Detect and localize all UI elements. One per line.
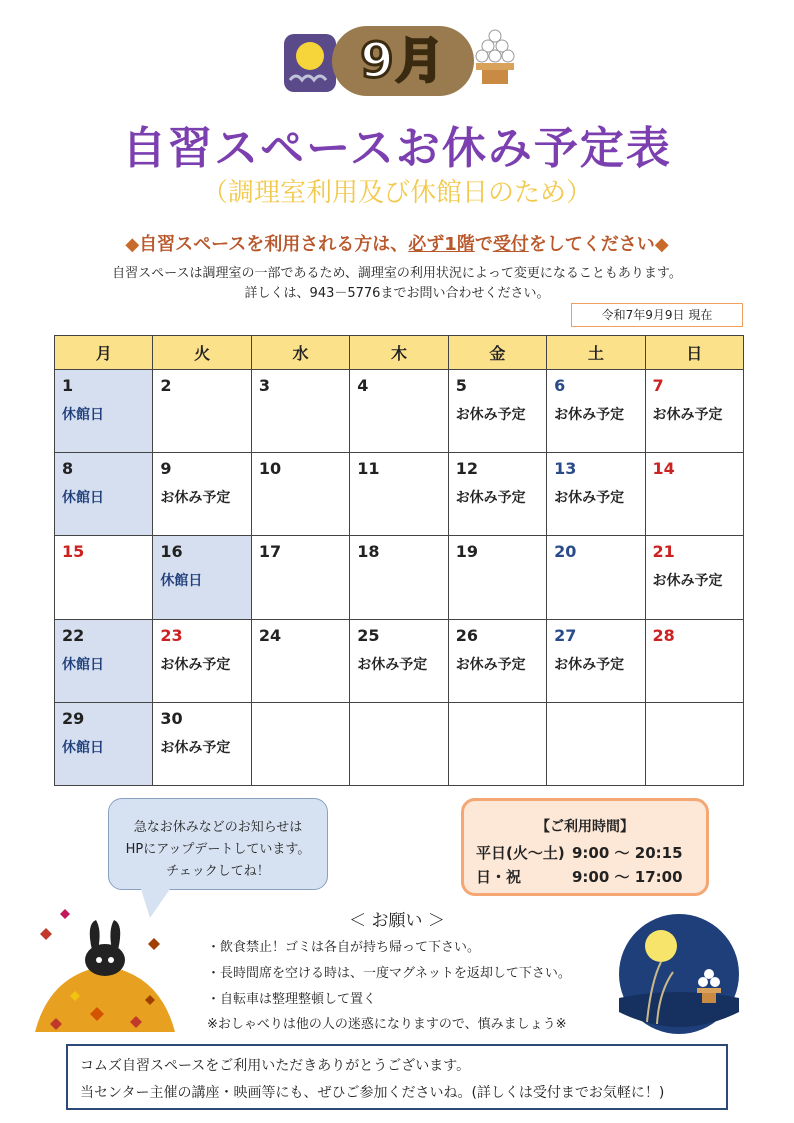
- day-number: 28: [652, 625, 675, 645]
- weekday-header: 土: [547, 336, 645, 370]
- day-number: 15: [62, 542, 85, 562]
- day-number: 27: [554, 625, 577, 645]
- calendar-week-row: [55, 370, 744, 453]
- day-status: お休み予定: [455, 407, 526, 423]
- day-number: 24: [258, 625, 282, 645]
- calendar-day-cell: [55, 453, 153, 536]
- calendar-day-cell: [251, 453, 349, 536]
- schedule-calendar: [54, 335, 744, 786]
- calendar-day-cell: [448, 370, 546, 453]
- calendar-day-cell: [645, 619, 743, 702]
- calendar-day-cell: [251, 702, 349, 785]
- day-number: 18: [357, 542, 380, 562]
- footer-line-2: 当センター主催の講座・映画等にも、ぜひご参加くださいね。(詳しくは受付までお気軽に！): [80, 1085, 665, 1101]
- calendar-day-cell: [153, 702, 251, 785]
- day-number: 9: [160, 459, 172, 479]
- day-status: お休み予定: [160, 490, 231, 507]
- calendar-day-cell: [350, 370, 448, 453]
- footer-line-1: コムズ自習スペースをご利用いただきありがとうございます。: [80, 1058, 471, 1074]
- calendar-day-cell: [547, 453, 645, 536]
- calendar-day-cell: [645, 453, 743, 536]
- reception-notice: [0, 230, 794, 256]
- day-number: 17: [258, 542, 282, 562]
- day-status: お休み予定: [554, 656, 625, 673]
- weekday-hours-time: 9:00 ～ 20:15: [572, 844, 683, 862]
- bubble-line-2: HPにアップデートしています。: [125, 842, 311, 857]
- day-status: お休み予定: [455, 656, 526, 673]
- day-number: 23: [160, 625, 183, 645]
- day-number: 4: [357, 376, 369, 395]
- calendar-day-cell: [153, 370, 251, 453]
- weekday-header: 月: [55, 336, 153, 370]
- calendar-day-cell: [153, 536, 251, 619]
- dango-icon: [470, 26, 520, 88]
- day-number: 10: [258, 459, 282, 479]
- day-status: 休館日: [62, 656, 104, 673]
- info-line-2: 詳しくは、943－5776までお問い合わせください。: [244, 286, 550, 301]
- calendar-day-cell: [547, 370, 645, 453]
- calendar-day-cell: [350, 619, 448, 702]
- day-number: 2: [160, 376, 172, 395]
- calendar-day-cell: [251, 619, 349, 702]
- day-number: [259, 709, 342, 735]
- day-number: 12: [455, 459, 478, 479]
- rule-item: ※おしゃべりは他の人の迷惑になりますので、慎みましょう※: [207, 1017, 567, 1032]
- weekday-header: 水: [251, 336, 349, 370]
- day-number: 14: [652, 459, 675, 479]
- calendar-day-cell: [350, 702, 448, 785]
- moon-icon: [280, 30, 340, 96]
- calendar-day-cell: [55, 536, 153, 619]
- day-number: 30: [160, 708, 183, 728]
- calendar-day-cell: [55, 702, 153, 785]
- calendar-day-cell: [645, 536, 743, 619]
- weekday-header-row: [55, 336, 744, 370]
- calendar-week-row: [55, 619, 744, 702]
- calendar-day-cell: [55, 619, 153, 702]
- weekday-header: 金: [448, 336, 546, 370]
- calendar-day-cell: [547, 619, 645, 702]
- calendar-day-cell: [350, 453, 448, 536]
- day-number: 21: [652, 542, 675, 562]
- day-status: お休み予定: [554, 407, 625, 423]
- day-status: 休館日: [62, 490, 104, 507]
- calendar-day-cell: [645, 702, 743, 785]
- calendar-day-cell: [448, 702, 546, 785]
- weekday-header: 日: [645, 336, 743, 370]
- day-number: 20: [554, 542, 577, 562]
- day-number: 25: [357, 625, 380, 645]
- day-number: 22: [62, 625, 85, 645]
- calendar-day-cell: [547, 702, 645, 785]
- notice-emphasis-reception: 受付: [492, 234, 529, 255]
- day-status: お休み予定: [652, 573, 723, 590]
- calendar-day-cell: [153, 619, 251, 702]
- day-number: 19: [455, 542, 478, 562]
- day-status: お休み予定: [652, 407, 723, 423]
- calendar-day-cell: [251, 536, 349, 619]
- day-status: お休み予定: [160, 656, 231, 673]
- day-number: 26: [455, 625, 478, 645]
- notice-tail: をしてください: [528, 234, 655, 255]
- day-number: 5: [455, 376, 467, 395]
- calendar-day-cell: [448, 453, 546, 536]
- calendar-day-cell: [645, 370, 743, 453]
- day-number: [456, 709, 539, 735]
- day-number: 1: [62, 376, 74, 395]
- day-number: [554, 709, 637, 735]
- notice-emphasis-floor: 必ず1階: [408, 234, 475, 255]
- day-status: 休館日: [62, 407, 104, 423]
- day-number: 29: [62, 708, 85, 728]
- holiday-hours-label: 日・祝: [476, 868, 522, 886]
- day-number: [653, 709, 736, 735]
- notice-mid: で: [474, 234, 493, 255]
- weekday-header: 木: [350, 336, 448, 370]
- month-badge: 9月: [360, 33, 446, 89]
- weekday-header: 火: [153, 336, 251, 370]
- day-status: 休館日: [62, 739, 104, 756]
- bubble-line-3: チェックしてね！: [166, 864, 270, 879]
- holiday-hours-time: 9:00 ～ 17:00: [572, 868, 683, 886]
- day-number: 16: [160, 542, 183, 562]
- moon-viewing-illustration: [617, 912, 741, 1036]
- day-status: 休館日: [160, 573, 203, 590]
- calendar-week-row: [55, 702, 744, 785]
- hours-title: 【ご利用時間】: [536, 819, 634, 835]
- calendar-day-cell: [448, 536, 546, 619]
- diamond-icon: ◆: [125, 234, 140, 255]
- day-number: 8: [62, 459, 74, 479]
- rule-item: ・飲食禁止！ゴミは各自が持ち帰って下さい。: [207, 940, 481, 955]
- day-number: 11: [357, 459, 380, 479]
- calendar-day-cell: [153, 453, 251, 536]
- day-status: お休み予定: [357, 656, 428, 673]
- day-status: お休み予定: [554, 490, 625, 507]
- day-number: 7: [652, 376, 664, 395]
- rule-item: ・長時間席を空ける時は、一度マグネットを返却して下さい。: [207, 966, 571, 981]
- day-number: 3: [258, 376, 270, 395]
- day-number: [357, 709, 440, 735]
- page-title: 自習スペースお休み予定表: [122, 123, 672, 174]
- notice-lead: 自習スペースを利用される方は、: [139, 234, 409, 255]
- calendar-week-row: [55, 536, 744, 619]
- info-line-1: 自習スペースは調理室の一部であるため、調理室の利用状況によって変更になることもあります。: [112, 266, 682, 281]
- as-of-date: 令和7年9月9日 現在: [571, 303, 743, 327]
- day-status: お休み予定: [160, 739, 231, 756]
- calendar-day-cell: [251, 370, 349, 453]
- calendar-week-row: [55, 453, 744, 536]
- bubble-line-1: 急なお休みなどのお知らせは: [133, 820, 303, 835]
- calendar-day-cell: [350, 536, 448, 619]
- day-status: お休み予定: [455, 490, 526, 507]
- calendar-day-cell: [547, 536, 645, 619]
- calendar-day-cell: [448, 619, 546, 702]
- weekday-hours-label: 平日(火～土): [476, 844, 565, 862]
- page-subtitle: （調理室利用及び休館日のため）: [201, 178, 592, 208]
- diamond-icon: ◆: [654, 234, 669, 255]
- rule-item: ・自転車は整理整頓して置く: [207, 992, 377, 1007]
- day-number: 6: [554, 376, 566, 395]
- day-number: 13: [554, 459, 577, 479]
- rules-title: ＜ お願い ＞: [349, 911, 445, 931]
- calendar-day-cell: [55, 370, 153, 453]
